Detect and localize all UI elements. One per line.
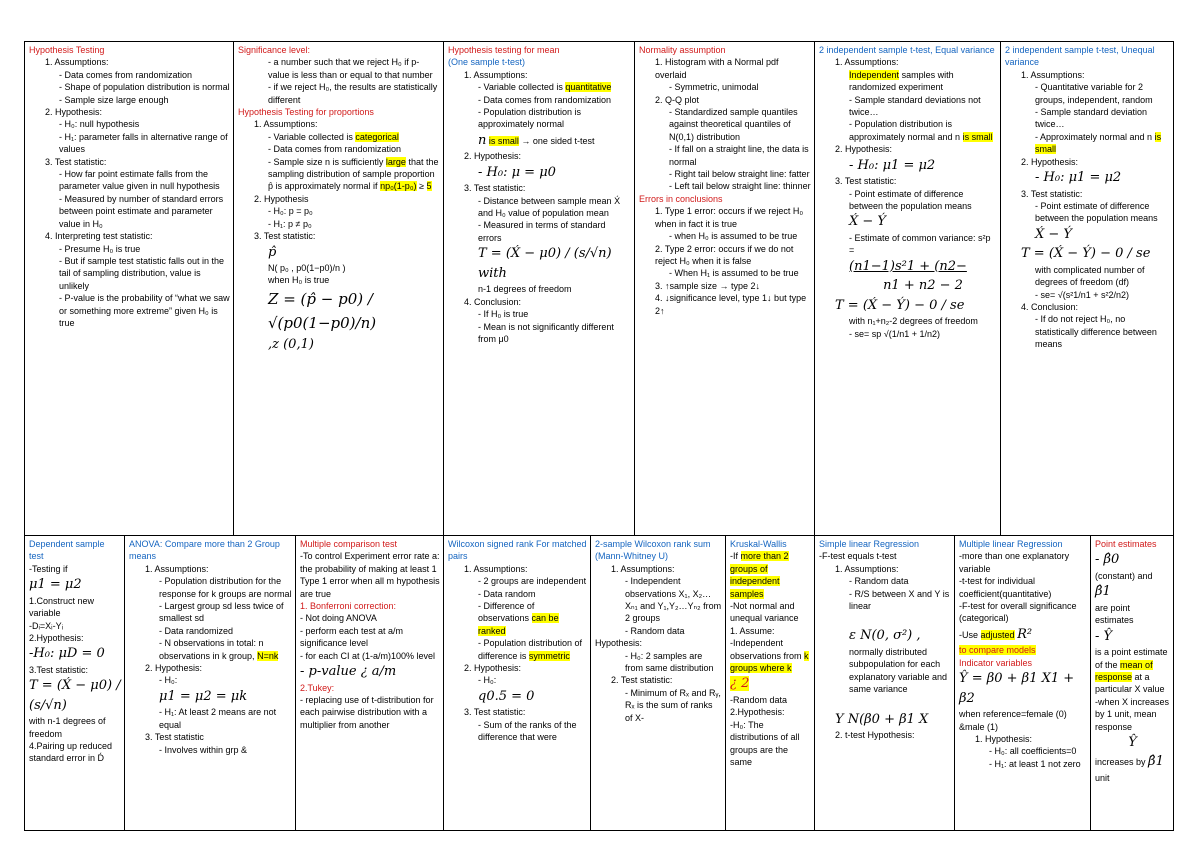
formula: p̂ — [268, 244, 277, 260]
formula: N( p₀ , p0(1−p0)/n ) — [268, 263, 346, 273]
text-line: 1. Assumptions: — [464, 563, 528, 574]
text-line: 2.Hypothesis: — [29, 632, 84, 643]
text-line: - H₁: At least 2 means are not equal — [159, 707, 277, 730]
text-line: - Data randomized — [159, 625, 234, 636]
text-line: - H₀: — [478, 675, 497, 686]
text-line: - Point estimate of difference between the population means — [1035, 200, 1158, 224]
text-line: 2. Hypothesis: — [1021, 156, 1079, 167]
cell-title: Hypothesis Testing — [29, 45, 105, 55]
text-line: - H₀: 2 samples are from same distribution — [625, 650, 714, 674]
cell-title: Wilcoxon signed rank For matched pairs — [448, 539, 587, 562]
text-line: - N observations in total: n observations in k group, N=nk — [159, 638, 279, 661]
text-line: -Random data — [730, 694, 788, 705]
normality-cell — [635, 42, 814, 535]
text-line: - Variable collected is categorical — [268, 131, 399, 142]
text-line: - If fall on a straight line, the data is normal — [669, 144, 809, 167]
text-line: 2. Hypothesis: — [835, 144, 893, 155]
text-line: -Dᵢ=Xᵢ-Yᵢ — [29, 620, 64, 631]
text-line: n-1 degrees of freedom — [478, 284, 572, 295]
text-line: when reference=female (0) &male (1) — [959, 709, 1067, 732]
text-line: -Independent observations from k groups where k — [730, 638, 809, 674]
formula: -H₀: μD = 0 — [29, 646, 105, 662]
formula: ¿ 2 — [730, 676, 750, 692]
cell-title: ANOVA: Compare more than 2 Group means — [129, 539, 280, 562]
text-line: - Data comes from randomization — [59, 69, 193, 80]
text-line: 3. Test statistic: — [464, 707, 526, 718]
text-line: - If do not reject H₀, no statistically difference between means — [1035, 314, 1157, 350]
text-line: 1. Hypothesis: — [975, 733, 1033, 744]
text-line: with complicated number of degrees of freedom (df) — [1035, 264, 1145, 288]
cell-title: Multiple linear Regression — [959, 539, 1063, 549]
multiple-comparison-cell — [296, 536, 443, 831]
text-line: when H₀ is true — [268, 275, 330, 286]
text-line: -Use adjusted R² — [959, 626, 1033, 642]
formula: - H₀: μ1 = μ2 — [1035, 170, 1122, 186]
text-line: 2. Test statistic: — [611, 675, 673, 686]
text-line: - Variable collected is quantitative — [478, 82, 612, 93]
text-line: - Estimate of common variance: s²p = — [849, 232, 991, 256]
text-line: -more than one explanatory variable — [959, 551, 1070, 574]
text-line: - Sample size large enough — [59, 94, 169, 105]
cell-subtitle: Hypothesis Testing for proportions — [238, 107, 374, 118]
cell-title: Hypothesis testing for mean — [448, 45, 560, 55]
text-line: 3. Test statistic: — [1021, 188, 1083, 199]
text-line: Indicator variables — [959, 657, 1033, 668]
text-line: -H₀: The distributions of all groups are the same — [730, 719, 800, 767]
text-line: - Right tail below straight line: fatter — [669, 169, 810, 180]
text-line: - when H₀ is assumed to be true — [669, 231, 798, 242]
text-line: 1. Assumptions: — [611, 563, 675, 574]
text-line: 4. Conclusion: — [1021, 302, 1079, 312]
formula: T = (X́ − μ0) / (s/√n) — [29, 678, 121, 713]
text-line: 3. Test statistic — [145, 732, 204, 743]
text-line: - Population distribution is approximately normal — [478, 107, 582, 130]
anova-cell — [125, 536, 295, 831]
text-line: - P-value is the probability of “what we saw or something more extreme” given H₀ is true — [59, 293, 230, 328]
text-line: - replacing use of t-distribution for each pairwise distribution with a multiplier from another — [300, 694, 434, 730]
text-line: 2. t-test Hypothesis: — [835, 730, 915, 741]
text-line: -To control Experiment error rate a: the probability of making at least 1 Type 1 error when all m hypothesis are true — [300, 551, 440, 599]
text-line: - R/S between X and Y is linear — [849, 588, 950, 612]
text-line: - Population distribution is approximately normal and n is small — [849, 119, 993, 142]
text-line: - Shape of population distribution is normal — [59, 82, 230, 93]
text-line: 1. Assumptions: — [254, 119, 318, 130]
text-line: 1. Assume: — [730, 625, 775, 636]
formula: - H₀: μ1 = μ2 — [849, 157, 936, 173]
text-line: - Population distribution for the response for k groups are normal — [159, 576, 292, 599]
significance-proportions-cell — [234, 42, 443, 535]
cell-subtitle: (One sample t-test) — [448, 57, 526, 68]
formula: Ŷ — [1128, 734, 1137, 750]
wilcoxon-rank-sum-cell — [591, 536, 725, 831]
text-line: - Symmetric, unimodal — [669, 82, 759, 93]
text-line: - But if sample test statistic falls out in the tail of sampling distribution, value is unlikely — [59, 255, 225, 291]
formula: μ1 = μ2 — [29, 577, 82, 593]
text-line: - Random data — [625, 625, 685, 636]
formula: T = (X́ − Ý) − 0 / se — [1021, 246, 1151, 262]
text-line: 2.Tukey: — [300, 682, 335, 693]
text-line: Hypothesis: — [595, 638, 643, 649]
multiple-regression-cell — [955, 536, 1090, 831]
formula: - p-value ¿ a/m — [300, 664, 397, 680]
text-line: - Presume H₀ is true — [59, 243, 141, 254]
formula: - se= √(s²1/n1 + s²2/n2) — [1035, 289, 1129, 300]
text-line: 4. Interpreting test statistic: — [45, 231, 153, 242]
formula: ε N(0, σ²) , — [849, 628, 921, 644]
text-line: Independent samples with randomized experiment — [849, 69, 954, 93]
text-line: 2. Hypothesis — [254, 193, 309, 204]
text-line: (constant) and — [1095, 570, 1153, 581]
text-line: 4.Pairing up reduced standard error in D́ — [29, 741, 113, 764]
text-line: 1. Bonferroni correction: — [300, 601, 397, 612]
text-line: - Point estimate of difference between the population means — [849, 188, 972, 211]
text-line: - Distance between sample mean X́ and H₀ value of population mean — [478, 195, 621, 219]
formula: T = (X́ − μ0) / (s/√n) with — [478, 246, 612, 281]
text-line: 2. Q-Q plot — [655, 94, 700, 105]
formula: Ŷ = β0 + β1 X1 + β2 — [959, 671, 1075, 706]
text-line: - Measured by number of standard errors between point estimate and parameter value in H₀ — [59, 193, 224, 229]
formula: - H₀: μ = μ0 — [478, 164, 556, 180]
text-line: -If more than 2 groups of independent samples — [730, 551, 789, 599]
mean-test-cell — [444, 42, 634, 535]
text-line: - perform each test at a/m significance level — [300, 625, 404, 649]
text-line: 2. Hypothesis: — [45, 107, 103, 118]
formula: n1 + n2 − 2 — [883, 278, 963, 294]
text-line: - H₁: p ≠ p₀ — [268, 218, 312, 229]
text-line: - Data comes from randomization — [478, 94, 612, 105]
formula: Y N(β0 + β1 X — [835, 711, 929, 727]
text-line: 2. Type 2 error: occurs if we do not reject H₀ when it is false — [655, 243, 794, 266]
text-line: - Data comes from randomization — [268, 144, 402, 155]
text-line: - Population distribution of difference is symmetric — [478, 638, 583, 661]
text-line: 1. Type 1 error: occurs if we reject H₀ when in fact it is true — [655, 206, 804, 229]
text-line: 3. Test statistic: — [45, 156, 107, 167]
text-line: - H₁: at least 1 not zero — [989, 758, 1081, 769]
text-line: 2.Hypothesis: — [730, 707, 785, 718]
text-line: 1. Assumptions: — [45, 57, 109, 68]
cell-title: Multiple comparison test — [300, 539, 398, 549]
text-line: - Left tail below straight line: thinner — [669, 181, 811, 192]
text-line: 2. Hypothesis: — [145, 663, 203, 674]
text-line: - for each CI at (1-a/m)100% level — [300, 650, 436, 661]
text-line: with n-1 degrees of freedom — [29, 716, 106, 739]
kruskal-wallis-cell — [726, 536, 814, 831]
text-line: 3. Test statistic: — [254, 231, 316, 242]
cell-title: Dependent sample test — [29, 539, 105, 562]
text-line: -when X increases by 1 unit, mean response — [1095, 696, 1170, 732]
text-line: are point estimates — [1095, 602, 1134, 626]
text-line: - Largest group sd less twice of smallest sd — [159, 601, 284, 624]
text-line: -F-test equals t-test — [819, 551, 897, 562]
text-line: n is small → one sided t-test — [478, 132, 595, 148]
cheat-sheet — [24, 41, 1174, 831]
text-line: - a number such that we reject H₀ if p-value is less than or equal to that number — [268, 57, 433, 80]
formula: Z = (p̂ − p0) / √(p0(1−p0)/n) — [268, 289, 377, 332]
text-line: - Quantitative variable for 2 groups, independent, random — [1035, 82, 1153, 105]
text-line: - H₀: p = p₀ — [268, 206, 313, 217]
equal-variance-cell — [815, 42, 1000, 535]
text-line: 1. Assumptions: — [464, 69, 528, 80]
simple-regression-cell — [815, 536, 954, 831]
cell-title: Significance level: — [238, 45, 311, 55]
text-line: - Mean is not significantly different from μ0 — [478, 321, 614, 344]
text-line: - if we reject H₀, the results are statistically different — [268, 82, 438, 105]
text-line: -Not normal and unequal variance — [730, 601, 799, 624]
text-line: - Independent observations X₁, X₂…Xₙ₁ and Y₁,Y₂…Yₙ₂ from 2 groups — [625, 576, 722, 624]
formula: X́ − Ý — [1035, 226, 1072, 242]
formula: q0.5 = 0 — [478, 688, 535, 704]
cell-title: 2 independent sample t-test, Unequal variance — [1005, 45, 1155, 68]
cell-title: 2-sample Wilcoxon rank sum (Mann-Whitney U) — [595, 539, 711, 562]
text-line: 1. Assumptions: — [835, 57, 899, 68]
text-line: - Random data — [849, 576, 909, 587]
formula: - Ŷ — [1095, 628, 1113, 644]
text-line: is a point estimate of the mean of response at a particular X value — [1095, 647, 1168, 695]
text-line: - Standardized sample quantiles against theoretical quantiles of N(0,1) distribution — [669, 107, 798, 142]
cell-title: Point estimates — [1095, 539, 1157, 549]
unequal-variance-cell — [1001, 42, 1173, 535]
formula: T = (X́ − Ý) − 0 / se — [835, 297, 965, 313]
cell-title: Simple linear Regression — [819, 539, 920, 549]
text-line: normally distributed subpopulation for each explanatory variable and same variance — [849, 646, 948, 695]
text-line: - Measured in terms of standard errors — [478, 220, 606, 243]
formula: (n1−1)s²1 + (n2− — [849, 258, 967, 274]
text-line: -F-test for overall significance (categorical) — [959, 601, 1077, 624]
formula: ,z (0,1) — [268, 336, 314, 352]
text-line: -t-test for individual coefficient(quantitative) — [959, 576, 1052, 599]
text-line: 1. Assumptions: — [145, 563, 209, 574]
text-line: - Sample standard deviations not twice… — [849, 94, 981, 118]
text-line: - H₀: null hypothesis — [59, 119, 140, 130]
text-line: - If H₀ is true — [478, 309, 529, 320]
text-line: 2. Hypothesis: — [464, 663, 522, 674]
text-line: 3. Test statistic: — [464, 183, 526, 194]
point-estimates-cell — [1091, 536, 1173, 831]
text-line: - Involves within grp & — [159, 744, 248, 755]
formula: μ1 = μ2 = μk — [159, 688, 248, 704]
text-line: - Not doing ANOVA — [300, 613, 377, 624]
text-line: increases by β̂1 unit — [1095, 754, 1164, 783]
hypothesis-testing-cell — [25, 42, 233, 535]
text-line: - H₀: all coefficients=0 — [989, 746, 1077, 757]
text-line: - Sample size n is sufficiently large that the sampling distribution of sample proportion p̂ is approximately normal if np₀(1-p₀) ≥ 5 — [268, 156, 439, 192]
text-line: - How far point estimate falls from the parameter value given in null hypothesis — [59, 169, 220, 192]
text-line: 1. Assumptions: — [1021, 69, 1085, 80]
text-line: to compare models — [959, 645, 1036, 656]
text-line: 3.Test statistic: — [29, 664, 89, 675]
text-line: 3. Test statistic: — [835, 176, 897, 187]
text-line: - Approximately normal and n is small — [1035, 131, 1162, 155]
text-line: 3. ↑sample size → type 2↓ — [655, 280, 761, 291]
text-line: -Testing if — [29, 563, 68, 574]
text-line: 1. Assumptions: — [835, 563, 899, 574]
text-line: 2. Hypothesis: — [464, 151, 522, 162]
formula: - β̂0 — [1095, 552, 1120, 568]
text-line: - Minimum of Rₓ and Rᵧ, Rₓ is the sum of ranks of X- — [625, 687, 721, 723]
text-line: - H₁: parameter falls in alternative range of values — [59, 131, 228, 155]
formula: X́ − Ý — [849, 214, 886, 230]
text-line: - Sum of the ranks of the difference that were — [478, 719, 577, 743]
text-line: with n₁+n₂-2 degrees of freedom — [849, 316, 978, 327]
wilcoxon-signed-rank-cell — [444, 536, 590, 831]
dependent-sample-cell — [25, 536, 124, 831]
text-line: 4. ↓significance level, type 1↓ but type 2↑ — [655, 293, 807, 316]
formula: β̂1 — [1095, 584, 1111, 600]
text-line: - When H₁ is assumed to be true — [669, 268, 799, 279]
cell-title: 2 independent sample t-test, Equal variance — [819, 45, 995, 55]
text-line: - H₀: — [159, 675, 178, 686]
formula: - se= sp √(1/n1 + 1/n2) — [849, 328, 940, 339]
text-line: 1. Histogram with a Normal pdf overlaid — [655, 57, 779, 80]
text-line: - Sample standard deviation twice… — [1035, 107, 1148, 130]
text-line: - Difference of observations can be ranked — [478, 601, 559, 636]
text-line: 4. Conclusion: — [464, 296, 522, 307]
cell-subtitle: Errors in conclusions — [639, 193, 723, 204]
text-line: - 2 groups are independent — [478, 576, 587, 587]
text-line: 1.Construct new variable — [29, 595, 95, 619]
cell-title: Kruskal-Wallis — [730, 539, 787, 549]
text-line: - Data random — [478, 588, 536, 599]
cell-title: Normality assumption — [639, 45, 726, 55]
